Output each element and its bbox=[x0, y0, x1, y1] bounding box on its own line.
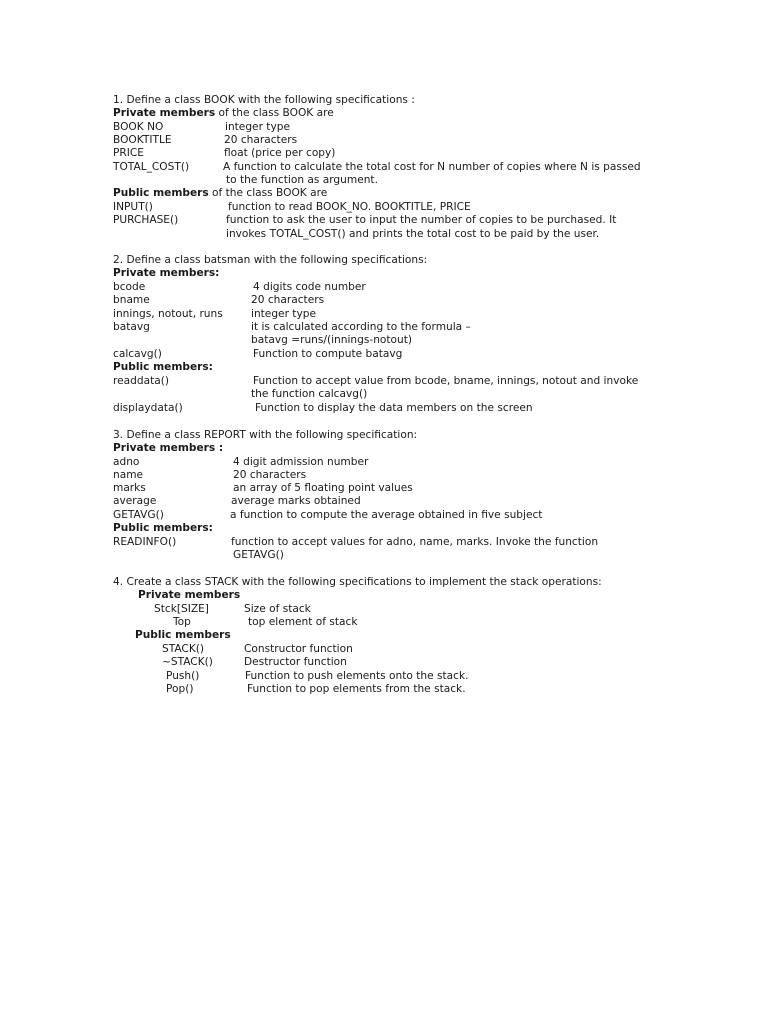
q1-member-row bbox=[113, 133, 298, 147]
q1-private-label: Private members bbox=[113, 107, 216, 119]
q2-private-label: Private members: bbox=[113, 267, 220, 279]
q4-public-row bbox=[162, 642, 353, 656]
member-desc: function to ask the user to input the number of copies to be purchased. It bbox=[226, 214, 617, 226]
q1-public-line bbox=[113, 186, 327, 200]
member-name: calcavg() bbox=[113, 348, 162, 360]
member-desc: Function to push elements onto the stack. bbox=[245, 670, 469, 682]
member-name: Top bbox=[173, 616, 191, 628]
member-name: BOOKTITLE bbox=[113, 134, 172, 146]
member-desc: Function to accept value from bcode, bname, innings, notout and invoke bbox=[253, 375, 639, 387]
q1-heading: 1. Define a class BOOK with the following specifications : bbox=[113, 94, 415, 106]
member-name: READINFO() bbox=[113, 536, 177, 548]
member-desc-cont: the function calcavg() bbox=[251, 388, 368, 400]
member-desc: Destructor function bbox=[244, 656, 347, 668]
member-name: bname bbox=[113, 294, 150, 306]
q1-public-suffix: of the class BOOK are bbox=[208, 187, 328, 199]
q2-member-row bbox=[113, 293, 325, 307]
q3-heading: 3. Define a class REPORT with the following specification: bbox=[113, 429, 418, 441]
member-name: average bbox=[113, 495, 157, 507]
q3-public-row bbox=[113, 535, 599, 549]
member-desc: Function to compute batavg bbox=[253, 348, 403, 360]
member-name: readdata() bbox=[113, 375, 169, 387]
member-desc: top element of stack bbox=[248, 616, 358, 628]
member-name: name bbox=[113, 469, 144, 481]
member-desc: 4 digits code number bbox=[253, 281, 366, 293]
member-name: marks bbox=[113, 482, 146, 494]
q4-member-row bbox=[173, 615, 358, 629]
member-desc: integer type bbox=[251, 308, 316, 320]
q3-private-label: Private members : bbox=[113, 442, 224, 454]
member-desc: Size of stack bbox=[244, 603, 311, 615]
member-desc: function to accept values for adno, name, marks. Invoke the function bbox=[231, 536, 599, 548]
member-name: STACK() bbox=[162, 643, 205, 655]
member-name: bcode bbox=[113, 281, 146, 293]
member-desc-cont: GETAVG() bbox=[233, 549, 284, 561]
member-desc: 20 characters bbox=[251, 294, 325, 306]
q1-member-row bbox=[113, 146, 336, 160]
q4-public-row bbox=[162, 655, 347, 669]
q1-private-line bbox=[113, 106, 334, 120]
member-desc: an array of 5 floating point values bbox=[233, 482, 413, 494]
q1-private-suffix: of the class BOOK are bbox=[215, 107, 334, 119]
member-desc-cont: to the function as argument. bbox=[226, 174, 378, 186]
member-name: Pop() bbox=[166, 683, 194, 695]
q2-member-row bbox=[113, 307, 316, 321]
q1-public-row bbox=[113, 213, 617, 227]
member-name: BOOK NO bbox=[113, 121, 164, 133]
member-name: INPUT() bbox=[113, 201, 153, 213]
member-desc: function to read BOOK_NO. BOOKTITLE, PRICE bbox=[228, 201, 471, 213]
q3-member-row bbox=[113, 494, 361, 508]
member-desc: A function to calculate the total cost for N number of copies where N is passed bbox=[223, 161, 641, 173]
member-name: innings, notout, runs bbox=[113, 308, 223, 320]
member-name: TOTAL_COST() bbox=[113, 161, 190, 173]
q4-public-row bbox=[166, 669, 469, 683]
q2-public-row bbox=[113, 401, 533, 415]
q4-member-row bbox=[154, 602, 311, 616]
member-desc: integer type bbox=[225, 121, 290, 133]
q2-member-row bbox=[113, 347, 403, 361]
q3-public-label: Public members: bbox=[113, 522, 213, 534]
member-desc: 20 characters bbox=[233, 469, 307, 481]
member-name: adno bbox=[113, 456, 140, 468]
member-desc: Function to pop elements from the stack. bbox=[247, 683, 466, 695]
member-desc: it is calculated according to the formula – bbox=[251, 321, 471, 333]
member-name: Push() bbox=[166, 670, 200, 682]
q1-public-row bbox=[113, 200, 471, 214]
member-desc: Function to display the data members on the screen bbox=[255, 402, 533, 414]
q3-member-row bbox=[113, 455, 369, 469]
member-name: batavg bbox=[113, 321, 150, 333]
q3-member-row bbox=[113, 481, 413, 495]
q2-heading: 2. Define a class batsman with the following specifications: bbox=[113, 254, 428, 266]
q1-public-label: Public members bbox=[113, 187, 209, 199]
member-desc-cont: invokes TOTAL_COST() and prints the total cost to be paid by the user. bbox=[226, 228, 600, 240]
q3-member-row bbox=[113, 508, 543, 522]
q1-member-row bbox=[113, 120, 290, 134]
q2-public-row bbox=[113, 374, 639, 388]
q1-member-row bbox=[113, 160, 641, 174]
member-name: displaydata() bbox=[113, 402, 183, 414]
q4-public-label: Public members bbox=[135, 629, 231, 641]
member-name: ~STACK() bbox=[162, 656, 213, 668]
q4-public-row bbox=[166, 682, 466, 696]
member-desc: Constructor function bbox=[244, 643, 353, 655]
member-name: Stck[SIZE] bbox=[154, 603, 209, 615]
q4-private-label: Private members bbox=[138, 589, 241, 601]
q4-heading: 4. Create a class STACK with the following specifications to implement the stack operations: bbox=[113, 576, 602, 588]
member-name: GETAVG() bbox=[113, 509, 164, 521]
member-desc: a function to compute the average obtained in five subject bbox=[230, 509, 543, 521]
member-desc: 20 characters bbox=[224, 134, 298, 146]
member-desc-cont: batavg =runs/(innings-notout) bbox=[251, 334, 413, 346]
q3-member-row bbox=[113, 468, 307, 482]
q2-public-label: Public members: bbox=[113, 361, 213, 373]
member-desc: 4 digit admission number bbox=[233, 456, 369, 468]
member-name: PURCHASE() bbox=[113, 214, 179, 226]
member-desc: average marks obtained bbox=[231, 495, 361, 507]
member-name: PRICE bbox=[113, 147, 144, 159]
member-desc: float (price per copy) bbox=[224, 147, 336, 159]
q2-member-row bbox=[113, 280, 366, 294]
q2-member-row bbox=[113, 320, 471, 334]
